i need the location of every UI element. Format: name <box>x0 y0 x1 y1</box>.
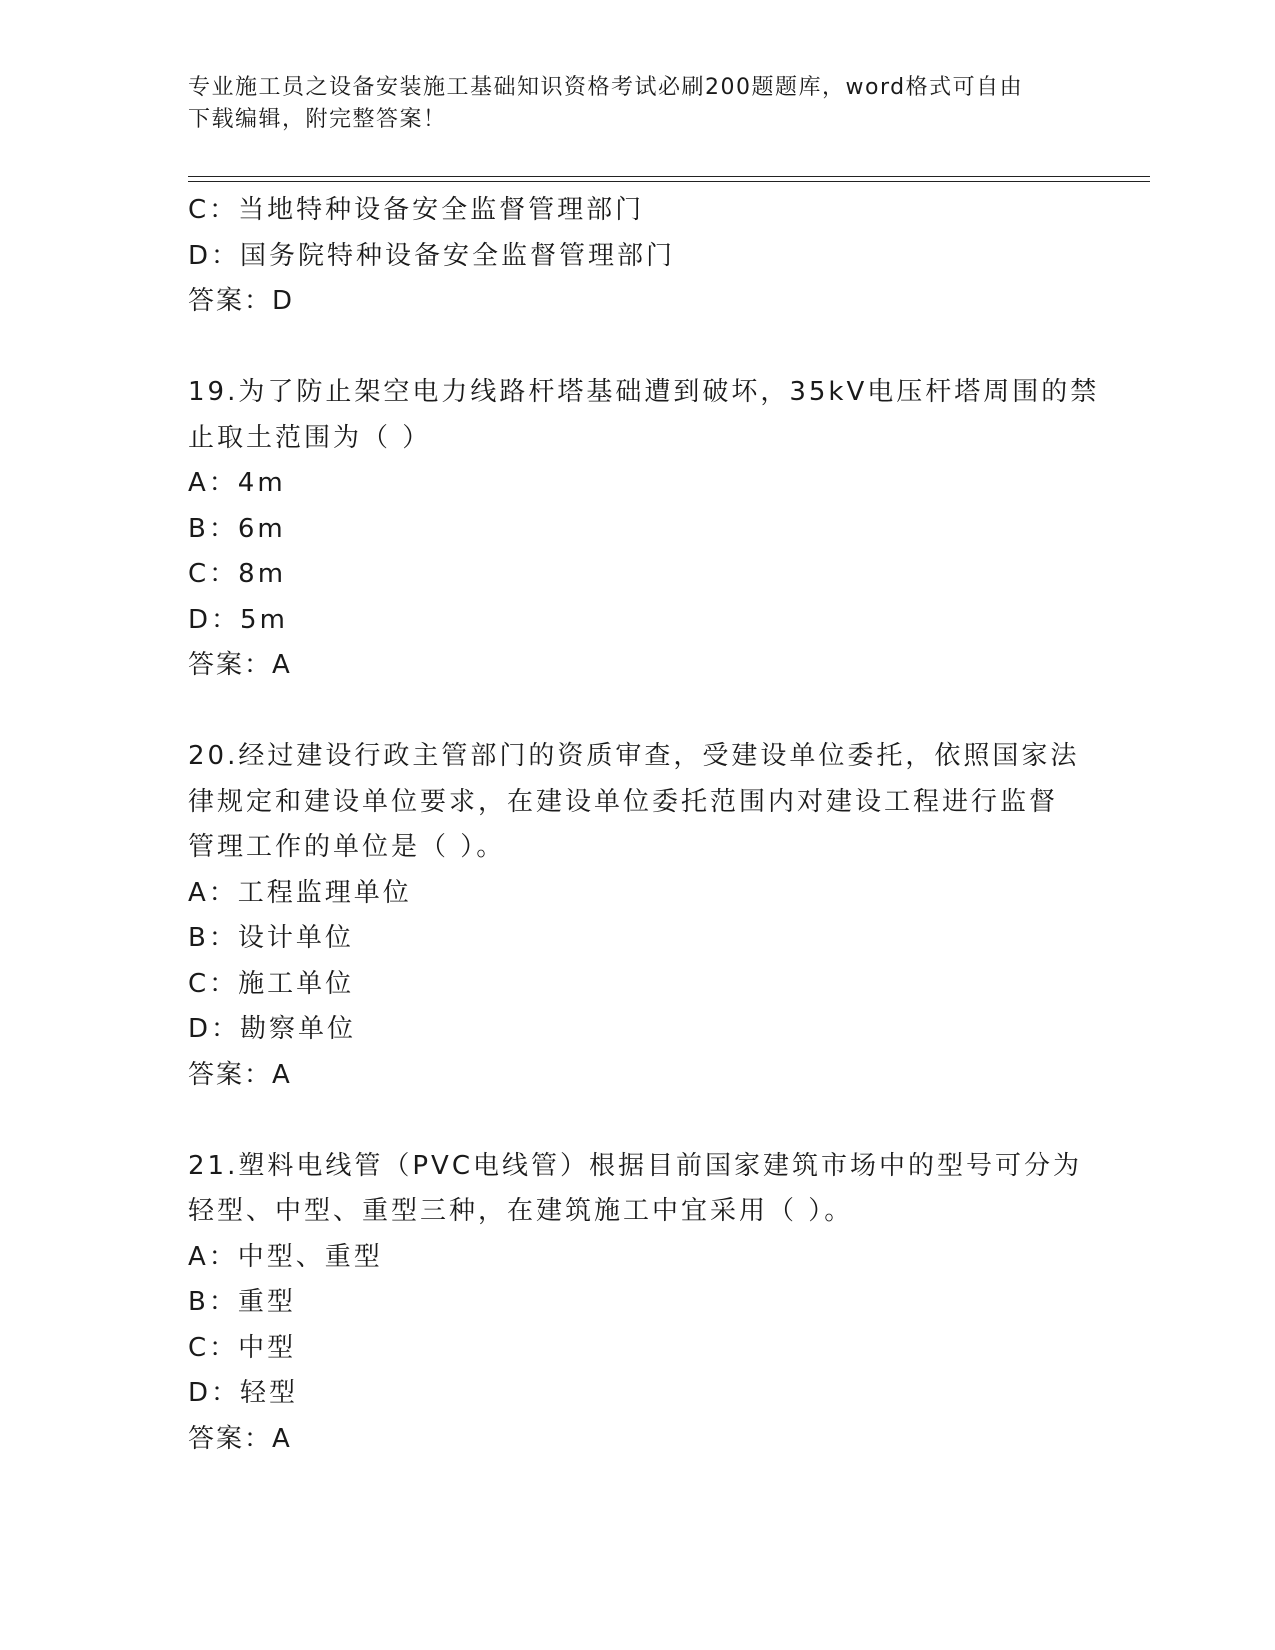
option-d: D：国务院特种设备安全监督管理部门 <box>188 240 676 271</box>
option-d: D：勘察单位 <box>188 1014 357 1044</box>
option-c: C：中型 <box>188 1332 297 1363</box>
spacer <box>188 325 1108 371</box>
option-a: A：工程监理单位 <box>188 877 412 908</box>
answer-line: 答案：A <box>188 1059 292 1090</box>
option-d: D：5m <box>188 604 288 635</box>
question-stem-line: 19.为了防止架空电力线路杆塔基础遭到破坏，35kV电压杆塔周围的禁 <box>188 377 1100 407</box>
option-c: C：当地特种设备安全监督管理部门 <box>188 195 645 225</box>
question-stem-line: 管理工作的单位是（ ）。 <box>188 832 506 862</box>
header-title-line-2: 下载编辑，附完整答案！ <box>188 107 447 132</box>
document-header <box>188 72 1068 136</box>
option-a: A：中型、重型 <box>188 1241 383 1272</box>
option-c: C：8m <box>188 559 287 589</box>
spacer <box>188 1098 1108 1144</box>
question-21 <box>188 1144 1108 1463</box>
question-20 <box>188 734 1108 1098</box>
question-stem-line: 20.经过建设行政主管部门的资质审查，受建设单位委托，依照国家法 <box>188 741 1080 771</box>
option-b: B：6m <box>188 513 286 544</box>
option-a: A：4m <box>188 468 286 498</box>
header-divider-top <box>188 176 1150 177</box>
question-stem-line: 轻型、中型、重型三种，在建筑施工中宜采用（ ）。 <box>188 1196 854 1226</box>
option-b: B：设计单位 <box>188 923 354 953</box>
answer-line: 答案：D <box>188 286 295 316</box>
document-body <box>188 188 1108 1462</box>
header-divider-bottom <box>188 181 1150 182</box>
option-d: D：轻型 <box>188 1378 299 1408</box>
previous-question-tail <box>188 188 1108 325</box>
question-stem-line: 21.塑料电线管（PVC电线管）根据目前国家建筑市场中的型号可分为 <box>188 1150 1082 1181</box>
spacer <box>188 689 1108 735</box>
answer-line: 答案：A <box>188 1423 292 1454</box>
header-title-line-1: 专业施工员之设备安装施工基础知识资格考试必刷200题题库，word格式可自由 <box>188 75 1024 100</box>
question-stem-line: 律规定和建设单位要求，在建设单位委托范围内对建设工程进行监督 <box>188 786 1059 817</box>
option-b: B：重型 <box>188 1287 296 1317</box>
answer-line: 答案：A <box>188 650 292 680</box>
question-stem-line: 止取土范围为（ ） <box>188 422 432 453</box>
question-19 <box>188 370 1108 689</box>
option-c: C：施工单位 <box>188 968 355 999</box>
